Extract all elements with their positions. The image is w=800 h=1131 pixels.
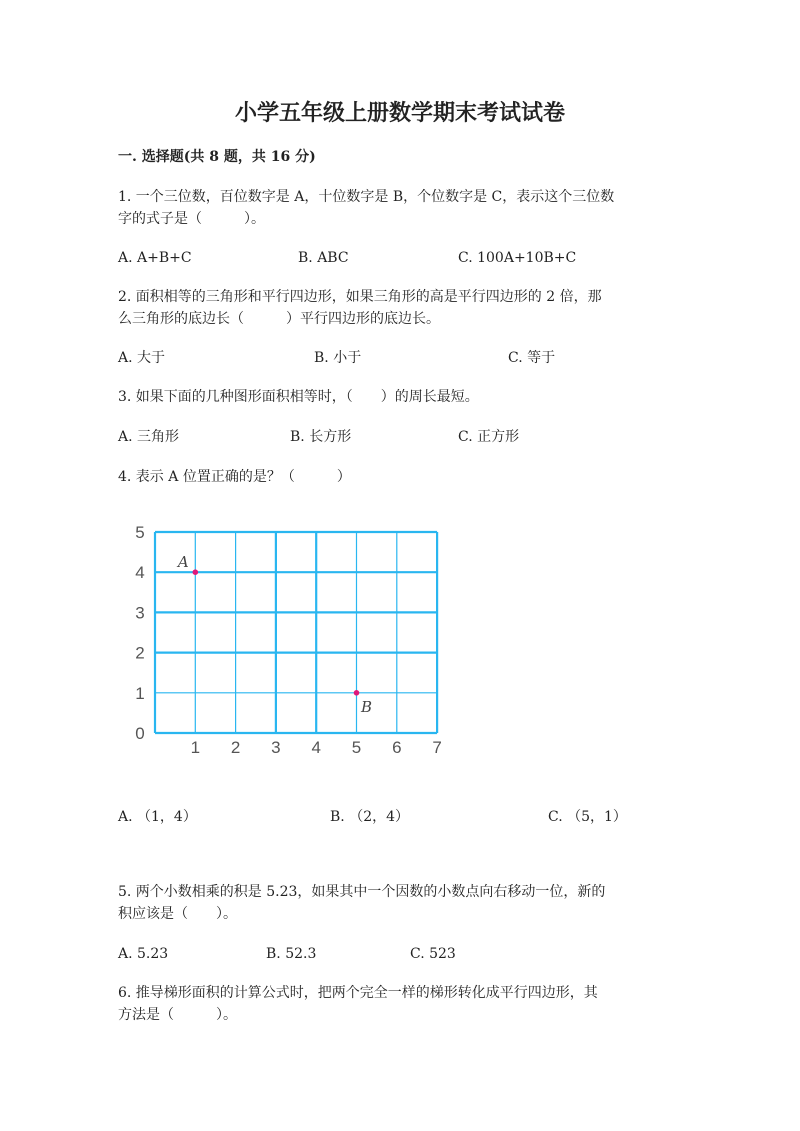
point-b	[354, 690, 360, 696]
coordinate-grid-figure	[120, 515, 460, 765]
question-5-option-b: B. 52.3	[266, 946, 317, 962]
question-5-line-1: 5. 两个小数相乘的积是 5.23，如果其中一个因数的小数点向右移动一位，新的	[118, 884, 606, 900]
question-1-option-a: A. A+B+C	[118, 250, 192, 266]
x-tick-label: 4	[311, 738, 321, 757]
question-3-option-b: B. 长方形	[290, 429, 352, 445]
point-a	[193, 569, 199, 575]
y-tick-label: 1	[135, 683, 145, 703]
question-2-option-c: C. 等于	[508, 350, 556, 366]
section-heading: 一. 选择题(共 8 题，共 16 分)	[118, 149, 316, 165]
question-6-line-2: 方法是（ ）。	[118, 1007, 237, 1023]
point-label-a: A	[177, 553, 189, 572]
question-4-option-c: C. （5，1）	[548, 809, 627, 825]
question-1-option-c: C. 100A+10B+C	[458, 250, 577, 266]
question-3-option-a: A. 三角形	[118, 429, 180, 445]
x-tick-label: 6	[392, 738, 402, 757]
question-3-option-c: C. 正方形	[458, 429, 520, 445]
x-tick-label: 7	[432, 738, 442, 757]
question-3-line-1: 3. 如果下面的几种图形面积相等时，（ ）的周长最短。	[118, 389, 479, 405]
y-tick-label: 0	[135, 724, 145, 743]
question-6-line-1: 6. 推导梯形面积的计算公式时，把两个完全一样的梯形转化成平行四边形，其	[118, 985, 598, 1001]
question-5-option-c: C. 523	[410, 946, 456, 962]
question-4-option-b: B. （2，4）	[330, 809, 410, 825]
page-title: 小学五年级上册数学期末考试试卷	[234, 100, 565, 126]
question-1-option-b: B. ABC	[298, 250, 349, 266]
question-5-line-2: 积应该是（ ）。	[118, 906, 237, 922]
question-2-line-2: 么三角形的底边长（ ）平行四边形的底边长。	[118, 311, 440, 327]
x-tick-label: 2	[230, 738, 241, 757]
y-tick-label: 5	[135, 523, 145, 542]
question-2-line-1: 2. 面积相等的三角形和平行四边形，如果三角形的高是平行四边形的 2 倍，那	[118, 289, 602, 305]
question-1-line-2: 字的式子是（ ）。	[118, 211, 265, 227]
question-5-option-a: A. 5.23	[118, 946, 169, 962]
y-tick-label: 2	[135, 643, 145, 663]
y-tick-label: 4	[135, 563, 145, 583]
x-tick-label: 5	[351, 738, 362, 757]
x-tick-label: 3	[271, 738, 281, 757]
question-2-option-a: A. 大于	[118, 350, 166, 366]
question-4-line-1: 4. 表示 A 位置正确的是？（ ）	[118, 469, 351, 485]
y-tick-label: 3	[135, 603, 145, 623]
x-tick-label: 1	[190, 738, 201, 757]
question-4-option-a: A. （1，4）	[118, 809, 197, 825]
point-label-b: B	[360, 697, 373, 716]
question-1-line-1: 1. 一个三位数，百位数字是 A，十位数字是 B，个位数字是 C，表示这个三位数	[118, 189, 615, 205]
question-2-option-b: B. 小于	[314, 350, 362, 366]
